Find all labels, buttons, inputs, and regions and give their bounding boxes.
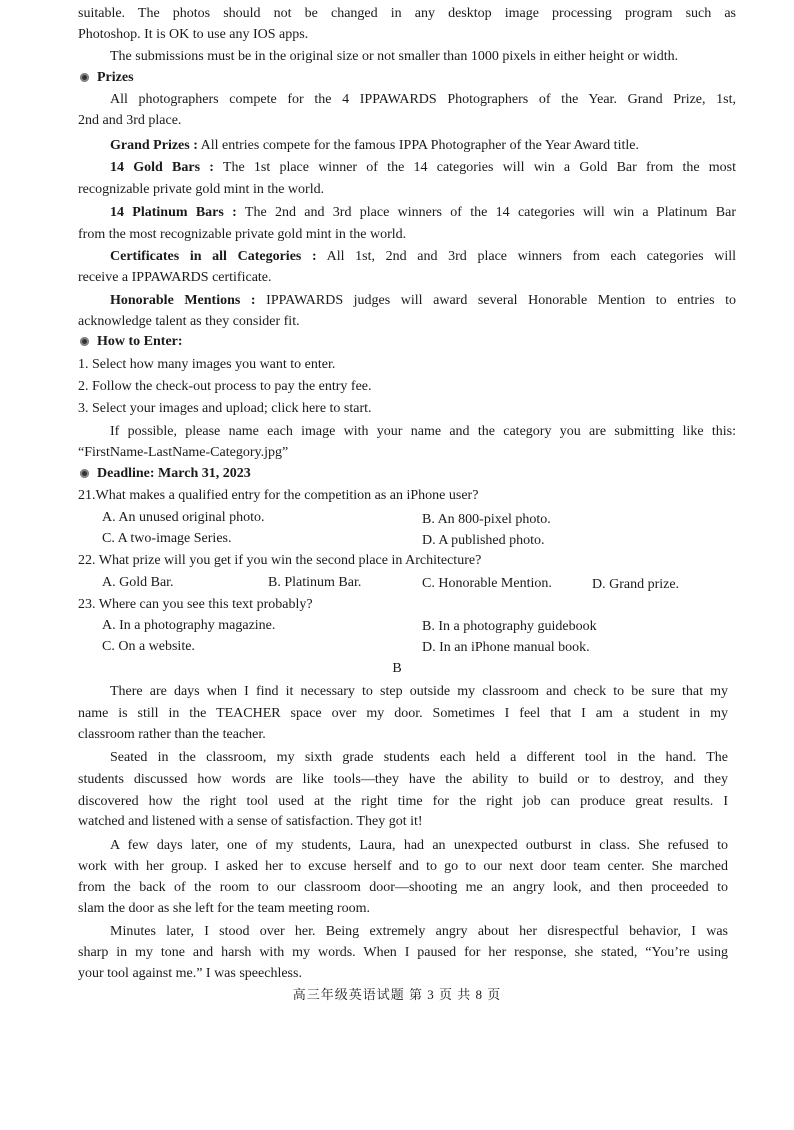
passage-b-label: B bbox=[392, 661, 402, 676]
prizes-line-1: All photographers compete for the 4 IPPAWARDS Photographers of the Year. Grand Prize, 1st, bbox=[110, 92, 736, 107]
passage-b-line-14: your tool against me.” I was speechless. bbox=[78, 966, 302, 981]
passage-b-line-4: Seated in the classroom, my sixth grade students each held a different tool in the hand. The bbox=[110, 750, 728, 765]
passage-b-line-11: slam the door as she left for the team meeting room. bbox=[78, 901, 370, 916]
page-footer: 高三年级英语试题 第 3 页 共 8 页 bbox=[292, 987, 502, 1002]
prizes-heading bbox=[80, 68, 134, 88]
prizes-heading-text: Prizes bbox=[97, 70, 134, 85]
question-23-option-b: B. In a photography guidebook bbox=[422, 619, 597, 634]
question-22-stem: 22. What prize will you get if you win the second place in Architecture? bbox=[78, 553, 482, 568]
passage-b-line-8: A few days later, one of my students, Laura, had an unexpected outburst in class. She refused to bbox=[110, 838, 728, 853]
question-22-option-c: C. Honorable Mention. bbox=[422, 576, 552, 591]
question-22-option-a: A. Gold Bar. bbox=[102, 575, 174, 590]
question-23-stem: 23. Where can you see this text probably? bbox=[78, 597, 313, 612]
gold-bars bbox=[110, 158, 736, 178]
certificates bbox=[110, 247, 736, 267]
gold-bars-text: The 1st place winner of the 14 categories will win a Gold Bar from the most bbox=[222, 160, 737, 175]
grand-prizes bbox=[110, 136, 639, 156]
deadline-text: Deadline: March 31, 2023 bbox=[97, 466, 251, 481]
how-to-enter-text: How to Enter: bbox=[97, 334, 183, 349]
how-to-enter-heading bbox=[80, 332, 183, 352]
certificates-text: All 1st, 2nd and 3rd place winners from each categories will bbox=[326, 249, 736, 264]
question-21-option-d: D. A published photo. bbox=[422, 533, 545, 548]
gold-bars-line-2: recognizable private gold mint in the world. bbox=[78, 182, 325, 197]
question-23-option-a: A. In a photography magazine. bbox=[102, 618, 276, 633]
passage-b-line-10: from the back of the room to our classroom door—shooting me an angry look, and then proceeded to bbox=[78, 880, 728, 895]
question-21-stem: 21.What makes a qualified entry for the competition as an iPhone user? bbox=[78, 488, 479, 503]
platinum-bars-label: 14 Platinum Bars : bbox=[110, 205, 237, 220]
step-2: 2. Follow the check-out process to pay the entry fee. bbox=[78, 379, 372, 394]
passage-b-line-13: sharp in my tone and harsh with my words. When I paused for her response, she stated, “You’re using bbox=[78, 945, 728, 960]
step-1: 1. Select how many images you want to enter. bbox=[78, 357, 336, 372]
platinum-bars bbox=[110, 203, 736, 223]
bullet-icon bbox=[80, 469, 89, 478]
gold-bars-label: 14 Gold Bars : bbox=[110, 160, 214, 175]
passage-b-line-7: watched and listened with a sense of satisfaction. They got it! bbox=[78, 814, 423, 829]
bullet-icon bbox=[80, 73, 89, 82]
deadline bbox=[80, 464, 251, 484]
bullet-icon bbox=[80, 337, 89, 346]
passage-b-line-9: work with her group. I asked her to excuse herself and to go to our next door team center. She marched bbox=[78, 859, 728, 874]
platinum-bars-line-2: from the most recognizable private gold mint in the world. bbox=[78, 227, 407, 242]
question-21-option-c: C. A two-image Series. bbox=[102, 531, 232, 546]
prizes-line-2: 2nd and 3rd place. bbox=[78, 113, 182, 128]
intro-line-3: The submissions must be in the original size or not smaller than 1000 pixels in either height or width. bbox=[110, 49, 679, 64]
passage-b-line-3: classroom rather than the teacher. bbox=[78, 727, 266, 742]
passage-b-line-5: students discussed how words are like tools—they have the ability to build or to destroy, and they bbox=[78, 772, 728, 787]
grand-prizes-label: Grand Prizes : bbox=[110, 138, 198, 153]
honorable-mentions bbox=[110, 291, 736, 311]
question-21-option-a: A. An unused original photo. bbox=[102, 510, 265, 525]
honorable-mentions-text: IPPAWARDS judges will award several Honorable Mention to entries to bbox=[266, 293, 736, 308]
certificates-line-2: receive a IPPAWARDS certificate. bbox=[78, 270, 272, 285]
certificates-label: Certificates in all Categories : bbox=[110, 249, 317, 264]
intro-line-2: Photoshop. It is OK to use any IOS apps. bbox=[78, 27, 309, 42]
grand-prizes-text: All entries compete for the famous IPPA Photographer of the Year Award title. bbox=[200, 138, 639, 153]
passage-b-line-6: discovered how the right tool used at the right time for the right job can produce great results. I bbox=[78, 794, 728, 809]
question-23-option-d: D. In an iPhone manual book. bbox=[422, 640, 590, 655]
honorable-mentions-line-2: acknowledge talent as they consider fit. bbox=[78, 314, 300, 329]
question-23-option-c: C. On a website. bbox=[102, 639, 195, 654]
intro-line-1: suitable. The photos should not be changed in any desktop image processing program such as bbox=[78, 6, 736, 21]
naming-line-1: If possible, please name each image with your name and the category you are submitting like this: bbox=[110, 424, 736, 439]
question-21-option-b: B. An 800-pixel photo. bbox=[422, 512, 551, 527]
passage-b-line-1: There are days when I find it necessary to step outside my classroom and check to be sure that my bbox=[110, 684, 728, 699]
question-22-option-d: D. Grand prize. bbox=[592, 577, 680, 592]
honorable-mentions-label: Honorable Mentions : bbox=[110, 293, 256, 308]
platinum-bars-text: The 2nd and 3rd place winners of the 14 categories will win a Platinum Bar bbox=[244, 205, 737, 220]
passage-b-line-2: name is still in the TEACHER space over my door. Sometimes I feel that I am a student in my bbox=[78, 706, 728, 721]
passage-b-line-12: Minutes later, I stood over her. Being extremely angry about her disrespectful behavior, I was bbox=[110, 924, 728, 939]
naming-line-2: “FirstName-LastName-Category.jpg” bbox=[78, 445, 289, 460]
question-22-option-b: B. Platinum Bar. bbox=[268, 575, 362, 590]
step-3: 3. Select your images and upload; click here to start. bbox=[78, 401, 372, 416]
